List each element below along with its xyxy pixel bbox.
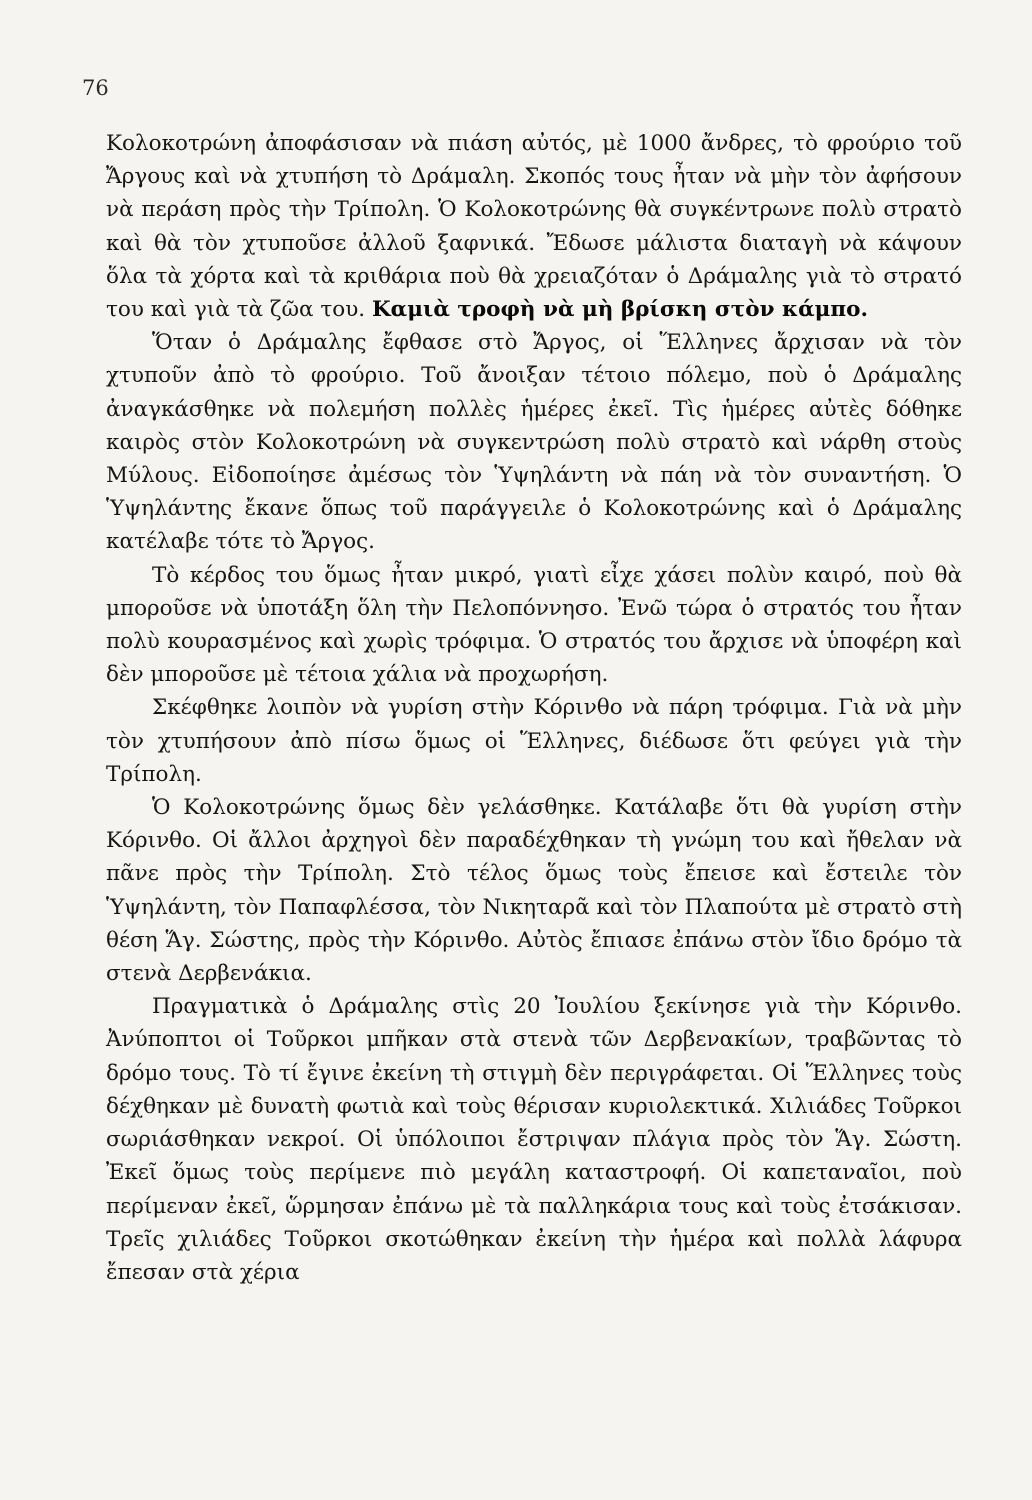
paragraph-2: Ὅταν ὁ Δράμαλης ἔφθασε στὸ Ἄργος, οἱ Ἕλληνες ἄρχισαν νὰ τὸν χτυποῦν ἀπὸ τὸ φρούριο. Τοῦ ἄνοιξαν τέτοιο πόλεμο, ποὺ ὁ Δράμαλης ἀναγκάσθηκε νὰ πολεμήση πολλὲς ἡμέρες ἐκεῖ. Τὶς ἡμέρες αὐτὲς δόθηκε καιρὸς στὸν Κολοκοτρώνη νὰ συγκεντρώση πολὺ στρατὸ καὶ νάρθη στοὺς Μύλους. Εἰδοποίησε ἀμέσως τὸν Ὑψηλάντη νὰ πάη νὰ τὸν συναντήση. Ὁ Ὑψηλάντης ἔκανε ὅπως τοῦ παράγγειλε ὁ Κολοκοτρώνης καὶ ὁ Δράμαλης κατέλαβε τότε τὸ Ἄργος.	[106, 330, 962, 555]
paragraph-4: Σκέφθηκε λοιπὸν νὰ γυρίση στὴν Κόρινθο νὰ πάρη τρόφιμα. Γιὰ νὰ μὴν τὸν χτυπήσουν ἀπὸ πίσω ὅμως οἱ Ἕλληνες, διέδωσε ὅτι φεύγει γιὰ τὴν Τρίπολη.	[106, 695, 962, 787]
paragraph-5: Ὁ Κολοκοτρώνης ὅμως δὲν γελάσθηκε. Κατάλαβε ὅτι θὰ γυρίση στὴν Κόρινθο. Οἱ ἄλλοι ἀρχηγοὶ δὲν παραδέχθηκαν τὴ γνώμη του καὶ ἤθελαν νὰ πᾶνε πρὸς τὴν Τρίπολη. Στὸ τέλος ὅμως τοὺς ἔπεισε καὶ ἔστειλε τὸν Ὑψηλάντη, τὸν Παπαφλέσσα, τὸν Νικηταρᾶ καὶ τὸν Πλαπούτα μὲ στρατὸ στὴ θέση Ἅγ. Σώστης, πρὸς τὴν Κόρινθο. Αὐτὸς ἔπιασε ἐπάνω στὸν ἴδιο δρόμο τὰ στενὰ Δερβενάκια.	[106, 795, 962, 987]
paragraph-3: Τὸ κέρδος του ὅμως ἦταν μικρό, γιατὶ εἶχε χάσει πολὺν καιρό, ποὺ θὰ μποροῦσε νὰ ὑποτάξη ὅλη τὴν Πελοπόννησο. Ἐνῶ τώρα ὁ στρατός του ἦταν πολὺ κουρασμένος καὶ χωρὶς τρόφιμα. Ὁ στρατός του ἄρχισε νὰ ὑποφέρη καὶ δὲν μποροῦσε μὲ τέτοια χάλια νὰ προχωρήση.	[106, 562, 962, 688]
page-number: 76	[82, 76, 109, 100]
paragraph-6: Πραγματικὰ ὁ Δράμαλης στὶς 20 Ἰουλίου ξεκίνησε γιὰ τὴν Κόρινθο. Ἀνύποπτοι οἱ Τοῦρκοι μπῆκαν στὰ στενὰ τῶν Δερβενακίων, τραβῶντας τὸ δρόμο τους. Τὸ τί ἔγινε ἐκείνη τὴ στιγμὴ δὲν περιγράφεται. Οἱ Ἕλληνες τοὺς δέχθηκαν μὲ δυνατὴ φωτιὰ καὶ τοὺς θέρισαν κυριολεκτικά. Χιλιάδες Τοῦρκοι σωριάσθηκαν νεκροί. Οἱ ὑπόλοιποι ἔστριψαν πλάγια πρὸς τὸν Ἅγ. Σώστη. Ἐκεῖ ὅμως τοὺς περίμενε πιὸ μεγάλη καταστροφή. Οἱ καπεταναῖοι, ποὺ περίμεναν ἐκεῖ, ὥρμησαν ἐπάνω μὲ τὰ παλληκάρια τους καὶ τοὺς ἐτσάκισαν. Τρεῖς χιλιάδες Τοῦρκοι σκοτώθηκαν ἐκείνη τὴν ἡμέρα καὶ πολλὰ λάφυρα ἔπεσαν στὰ χέρια	[106, 994, 962, 1285]
paragraph-1	[106, 127, 962, 326]
body-text	[106, 127, 962, 1289]
paragraph-1-text: Κολοκοτρώνη ἀποφάσισαν νὰ πιάση αὐτός, μὲ 1000 ἄνδρες, τὸ φρούριο τοῦ Ἄργους καὶ νὰ χτυπήση τὸ Δράμαλη. Σκοπός τους ἦταν νὰ μὴν τὸν ἀφήσουν νὰ περάση πρὸς τὴν Τρίπολη. Ὁ Κολοκοτρώνης θὰ συγκέντρωνε πολὺ στρατὸ καὶ θὰ τὸν χτυποῦσε ἀλλοῦ ξαφνικά. Ἔδωσε μάλιστα διαταγὴ νὰ κάψουν ὅλα τὰ χόρτα καὶ τὰ κριθάρια ποὺ θὰ χρειαζόταν ὁ Δράμαλης γιὰ τὸ στρατό του καὶ γιὰ τὰ ζῶα του.	[106, 131, 962, 323]
emphasized-sentence: Καμιὰ τροφὴ νὰ μὴ βρίσκη στὸν κάμπο.	[371, 297, 868, 323]
